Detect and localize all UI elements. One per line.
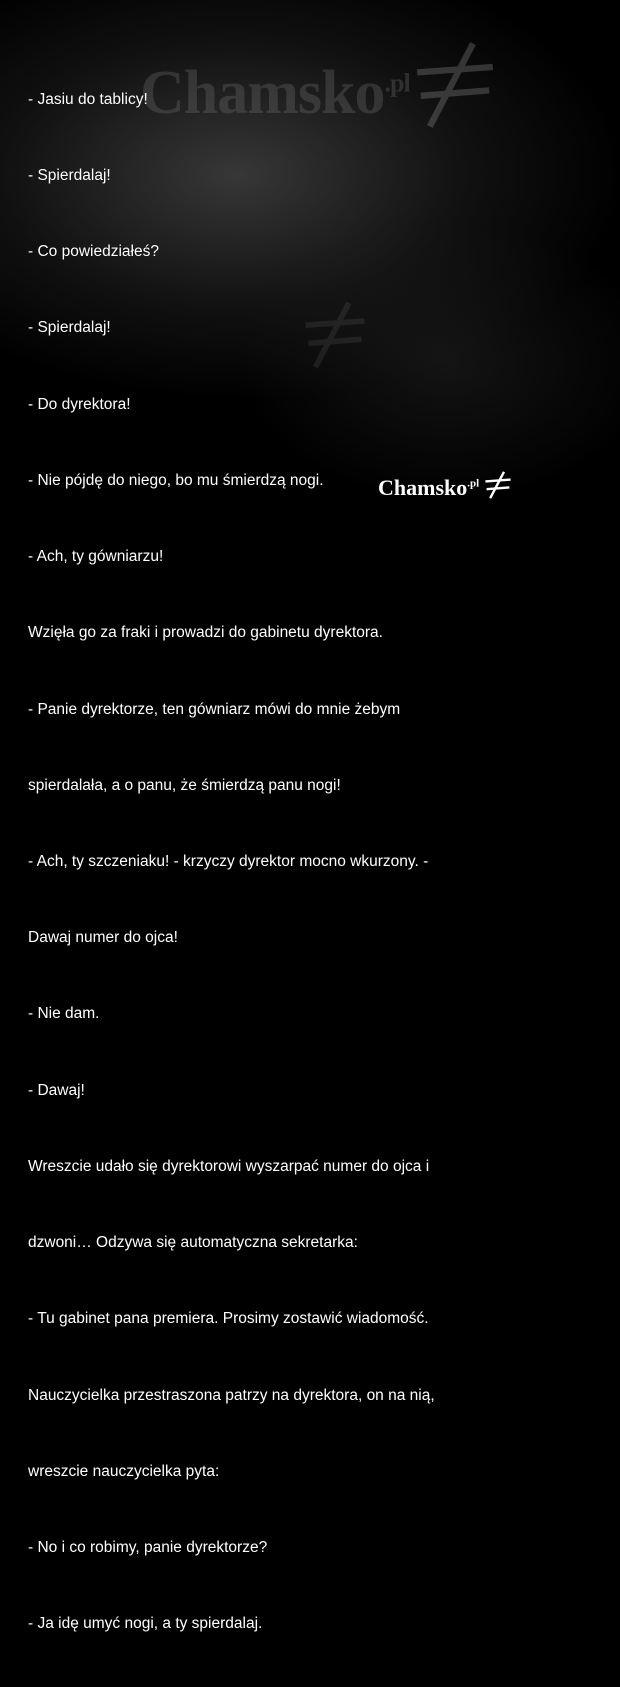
joke-line: Nauczycielka przestraszona patrzy na dyrektora, on na nią, xyxy=(28,1386,435,1404)
chamsko-logo-text: Chamsko xyxy=(378,474,468,500)
joke-line: - Spierdalaj! xyxy=(28,167,111,185)
joke-line: - Tu gabinet pana premiera. Prosimy zostawić wiadomość. xyxy=(28,1310,429,1328)
watermark-brand-text: Chamsko xyxy=(140,59,385,127)
joke-line: - No i co robimy, panie dyrektorze? xyxy=(28,1538,268,1556)
joke-line: - Co powiedziałeś? xyxy=(28,243,159,261)
joke-line: - Ja idę umyć nogi, a ty spierdalaj. xyxy=(28,1615,263,1633)
joke-line: - Spierdalaj! xyxy=(28,319,111,337)
joke-line: spierdalała, a o panu, że śmierdzą panu nogi! xyxy=(28,776,341,794)
watermark-brand-suffix: .pl xyxy=(384,68,410,98)
joke-line: - Do dyrektora! xyxy=(28,395,131,413)
chamsko-slash-mark-logo-icon xyxy=(483,470,513,505)
joke-line: - Panie dyrektorze, ten gówniarz mówi do mnie żebym xyxy=(28,700,401,718)
joke-line: Wzięła go za fraki i prowadzi do gabinetu dyrektora. xyxy=(28,624,383,642)
joke-line: Wreszcie udało się dyrektorowi wyszarpać numer do ojca i xyxy=(28,1157,430,1175)
joke-line: dzwoni… Odzywa się automatyczna sekretarka: xyxy=(28,1234,358,1252)
chamsko-logo xyxy=(378,470,513,505)
joke-line: Dawaj numer do ojca! xyxy=(28,929,178,947)
joke-line: - Ach, ty gówniarzu! xyxy=(28,548,164,566)
joke-line: - Nie pójdę do niego, bo mu śmierdzą nogi. xyxy=(28,471,324,489)
chamsko-logo-text-wrapper xyxy=(378,475,479,501)
joke-line: - Jasiu do tablicy! xyxy=(28,90,148,108)
joke-line: - Nie dam. xyxy=(28,1005,100,1023)
joke-line: - Ach, ty szczeniaku! - krzyczy dyrektor mocno wkurzony. - xyxy=(28,853,429,870)
joke-line: wreszcie nauczycielka pyta: xyxy=(28,1462,220,1480)
chamsko-logo-suffix: .pl xyxy=(467,477,480,490)
joke-text-block xyxy=(28,36,594,1687)
joke-line: - Dawaj! xyxy=(28,1081,85,1099)
